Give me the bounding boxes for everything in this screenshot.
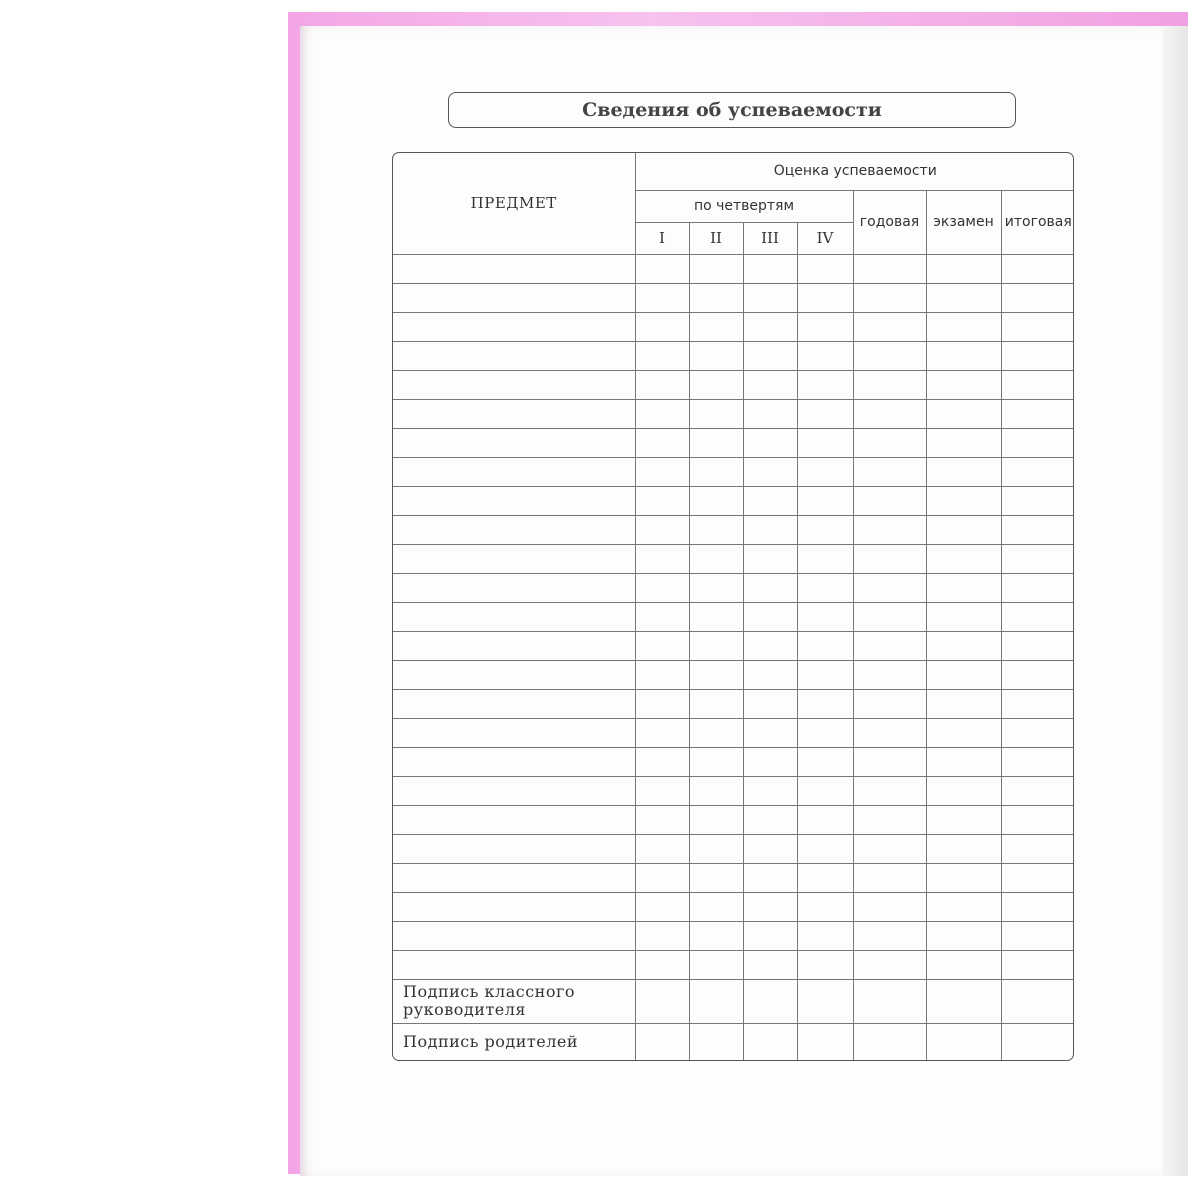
table-row (393, 486, 1074, 515)
quarter-2-cell[interactable] (689, 776, 743, 805)
grades-header: Оценка успеваемости (635, 153, 1074, 190)
quarter-2-cell[interactable] (689, 602, 743, 631)
signature-cell[interactable] (635, 979, 689, 1023)
exam-cell[interactable] (926, 660, 1001, 689)
final-cell[interactable] (1001, 834, 1074, 863)
quarter-3-cell[interactable] (743, 428, 797, 457)
signature-cell[interactable] (743, 1023, 797, 1061)
table-row (393, 254, 1074, 283)
signature-cell[interactable] (797, 979, 853, 1023)
exam-cell[interactable] (926, 834, 1001, 863)
table-row (393, 747, 1074, 776)
subject-cell[interactable] (393, 660, 635, 689)
annual-cell[interactable] (853, 892, 926, 921)
page-title-text: Сведения об успеваемости (582, 99, 882, 121)
table-row (393, 370, 1074, 399)
quarter-1-cell[interactable] (635, 921, 689, 950)
signature-teacher-label: Подпись классного руководителя (393, 979, 635, 1023)
quarter-1-cell[interactable] (635, 370, 689, 399)
quarter-2-cell[interactable] (689, 892, 743, 921)
signature-cell[interactable] (1001, 1023, 1074, 1061)
subject-cell[interactable] (393, 718, 635, 747)
signature-cell[interactable] (926, 1023, 1001, 1061)
annual-cell[interactable] (853, 660, 926, 689)
table-row (393, 312, 1074, 341)
exam-cell[interactable] (926, 573, 1001, 602)
table-row (393, 805, 1074, 834)
table-row (393, 863, 1074, 892)
final-cell[interactable] (1001, 631, 1074, 660)
quarter-3-cell[interactable] (743, 312, 797, 341)
quarter-1-cell[interactable] (635, 660, 689, 689)
annual-cell[interactable] (853, 254, 926, 283)
annual-cell[interactable] (853, 486, 926, 515)
subject-cell[interactable] (393, 805, 635, 834)
annual-cell[interactable] (853, 341, 926, 370)
table-row (393, 283, 1074, 312)
quarter-1-cell[interactable] (635, 486, 689, 515)
quarter-3-cell[interactable] (743, 515, 797, 544)
exam-cell[interactable] (926, 428, 1001, 457)
annual-cell[interactable] (853, 515, 926, 544)
annual-cell[interactable] (853, 631, 926, 660)
quarter-1-cell[interactable] (635, 718, 689, 747)
subject-cell[interactable] (393, 602, 635, 631)
quarter-1-cell[interactable] (635, 254, 689, 283)
quarter-1-cell[interactable] (635, 689, 689, 718)
table-row (393, 921, 1074, 950)
quarter-4-cell[interactable] (797, 689, 853, 718)
quarter-1-cell[interactable] (635, 834, 689, 863)
subject-cell[interactable] (393, 892, 635, 921)
subject-cell[interactable] (393, 370, 635, 399)
quarter-3-cell[interactable] (743, 544, 797, 573)
table-row (393, 602, 1074, 631)
quarter-3-cell[interactable] (743, 776, 797, 805)
exam-cell[interactable] (926, 486, 1001, 515)
final-cell[interactable] (1001, 486, 1074, 515)
quarter-3-cell[interactable] (743, 747, 797, 776)
subject-cell[interactable] (393, 834, 635, 863)
subject-column-header: ПРЕДМЕТ (393, 153, 635, 254)
quarter-2-cell[interactable] (689, 689, 743, 718)
subject-cell[interactable] (393, 776, 635, 805)
quarters-header: по четвертям (635, 190, 853, 222)
quarter-4-cell[interactable] (797, 747, 853, 776)
exam-cell[interactable] (926, 631, 1001, 660)
quarter-4-cell[interactable] (797, 428, 853, 457)
subject-cell[interactable] (393, 457, 635, 486)
signature-cell[interactable] (743, 979, 797, 1023)
quarter-4-cell[interactable] (797, 834, 853, 863)
quarter-3-cell[interactable] (743, 602, 797, 631)
quarter-3-cell[interactable] (743, 863, 797, 892)
quarter-2-cell[interactable] (689, 747, 743, 776)
table-row (393, 892, 1074, 921)
signature-teacher-row (393, 979, 1074, 1023)
annual-cell[interactable] (853, 312, 926, 341)
signature-cell[interactable] (926, 979, 1001, 1023)
quarter-2-cell[interactable] (689, 950, 743, 979)
quarter-2-cell[interactable] (689, 660, 743, 689)
table-row (393, 457, 1074, 486)
quarter-4-header: IV (797, 222, 853, 254)
final-cell[interactable] (1001, 283, 1074, 312)
exam-cell[interactable] (926, 312, 1001, 341)
quarter-3-cell[interactable] (743, 370, 797, 399)
grades-table (392, 152, 1074, 1061)
quarter-3-cell[interactable] (743, 486, 797, 515)
table-row (393, 718, 1074, 747)
final-cell[interactable] (1001, 573, 1074, 602)
annual-cell[interactable] (853, 370, 926, 399)
exam-cell[interactable] (926, 921, 1001, 950)
quarter-3-cell[interactable] (743, 283, 797, 312)
final-column-header: итоговая (1001, 190, 1074, 254)
final-cell[interactable] (1001, 805, 1074, 834)
subject-cell[interactable] (393, 863, 635, 892)
quarter-1-cell[interactable] (635, 283, 689, 312)
quarter-1-cell[interactable] (635, 631, 689, 660)
quarter-1-cell[interactable] (635, 312, 689, 341)
quarter-3-cell[interactable] (743, 660, 797, 689)
exam-cell[interactable] (926, 892, 1001, 921)
quarter-1-cell[interactable] (635, 544, 689, 573)
quarter-1-cell[interactable] (635, 428, 689, 457)
quarter-4-cell[interactable] (797, 921, 853, 950)
quarter-2-cell[interactable] (689, 370, 743, 399)
quarter-2-cell[interactable] (689, 863, 743, 892)
table-row (393, 950, 1074, 979)
quarter-1-cell[interactable] (635, 863, 689, 892)
exam-cell[interactable] (926, 341, 1001, 370)
quarter-1-cell[interactable] (635, 805, 689, 834)
grade-rows (393, 254, 1074, 1061)
quarter-4-cell[interactable] (797, 312, 853, 341)
quarter-1-cell[interactable] (635, 950, 689, 979)
quarter-2-cell[interactable] (689, 457, 743, 486)
subject-cell[interactable] (393, 950, 635, 979)
quarter-4-cell[interactable] (797, 950, 853, 979)
final-cell[interactable] (1001, 457, 1074, 486)
signature-cell[interactable] (689, 979, 743, 1023)
quarter-2-cell[interactable] (689, 341, 743, 370)
quarter-4-cell[interactable] (797, 254, 853, 283)
final-cell[interactable] (1001, 718, 1074, 747)
exam-cell[interactable] (926, 747, 1001, 776)
annual-column-header: годовая (853, 190, 926, 254)
quarter-2-cell[interactable] (689, 834, 743, 863)
quarter-3-cell[interactable] (743, 399, 797, 428)
quarter-1-cell[interactable] (635, 747, 689, 776)
exam-cell[interactable] (926, 950, 1001, 979)
quarter-3-cell[interactable] (743, 341, 797, 370)
exam-cell[interactable] (926, 399, 1001, 428)
annual-cell[interactable] (853, 544, 926, 573)
quarter-4-cell[interactable] (797, 805, 853, 834)
table-row (393, 544, 1074, 573)
page-title (448, 92, 1016, 128)
quarter-4-cell[interactable] (797, 370, 853, 399)
subject-cell[interactable] (393, 544, 635, 573)
table-row (393, 428, 1074, 457)
quarter-2-cell[interactable] (689, 805, 743, 834)
final-cell[interactable] (1001, 515, 1074, 544)
final-cell[interactable] (1001, 399, 1074, 428)
quarter-2-cell[interactable] (689, 428, 743, 457)
quarter-1-cell[interactable] (635, 341, 689, 370)
quarter-4-cell[interactable] (797, 544, 853, 573)
quarter-4-cell[interactable] (797, 863, 853, 892)
exam-cell[interactable] (926, 805, 1001, 834)
quarter-2-cell[interactable] (689, 573, 743, 602)
quarter-2-cell[interactable] (689, 486, 743, 515)
final-cell[interactable] (1001, 341, 1074, 370)
subject-cell[interactable] (393, 283, 635, 312)
subject-cell[interactable] (393, 515, 635, 544)
subject-cell[interactable] (393, 254, 635, 283)
table-row (393, 689, 1074, 718)
final-cell[interactable] (1001, 602, 1074, 631)
subject-cell[interactable] (393, 747, 635, 776)
signature-cell[interactable] (635, 1023, 689, 1061)
quarter-2-cell[interactable] (689, 283, 743, 312)
annual-cell[interactable] (853, 805, 926, 834)
signature-cell[interactable] (853, 979, 926, 1023)
quarter-1-cell[interactable] (635, 515, 689, 544)
subject-cell[interactable] (393, 428, 635, 457)
annual-cell[interactable] (853, 689, 926, 718)
subject-cell[interactable] (393, 573, 635, 602)
annual-cell[interactable] (853, 428, 926, 457)
table-row (393, 573, 1074, 602)
table-row (393, 776, 1074, 805)
quarter-3-cell[interactable] (743, 631, 797, 660)
exam-cell[interactable] (926, 544, 1001, 573)
table-row (393, 834, 1074, 863)
subject-cell[interactable] (393, 689, 635, 718)
annual-cell[interactable] (853, 457, 926, 486)
quarter-4-cell[interactable] (797, 341, 853, 370)
quarter-3-cell[interactable] (743, 689, 797, 718)
page-stack-edge (1162, 26, 1188, 1176)
annual-cell[interactable] (853, 602, 926, 631)
annual-cell[interactable] (853, 776, 926, 805)
final-cell[interactable] (1001, 776, 1074, 805)
quarter-3-header: III (743, 222, 797, 254)
subject-cell[interactable] (393, 399, 635, 428)
final-cell[interactable] (1001, 689, 1074, 718)
table-row (393, 341, 1074, 370)
quarter-3-cell[interactable] (743, 950, 797, 979)
signature-cell[interactable] (853, 1023, 926, 1061)
exam-cell[interactable] (926, 457, 1001, 486)
signature-cell[interactable] (1001, 979, 1074, 1023)
subject-cell[interactable] (393, 631, 635, 660)
quarter-2-header: II (689, 222, 743, 254)
quarter-3-cell[interactable] (743, 834, 797, 863)
subject-cell[interactable] (393, 312, 635, 341)
quarter-2-cell[interactable] (689, 399, 743, 428)
exam-cell[interactable] (926, 776, 1001, 805)
final-cell[interactable] (1001, 544, 1074, 573)
quarter-3-cell[interactable] (743, 892, 797, 921)
table-row (393, 399, 1074, 428)
quarter-1-cell[interactable] (635, 457, 689, 486)
annual-cell[interactable] (853, 834, 926, 863)
exam-column-header: экзамен (926, 190, 1001, 254)
table-row (393, 660, 1074, 689)
exam-cell[interactable] (926, 515, 1001, 544)
quarter-4-cell[interactable] (797, 776, 853, 805)
quarter-1-cell[interactable] (635, 892, 689, 921)
exam-cell[interactable] (926, 254, 1001, 283)
subject-cell[interactable] (393, 921, 635, 950)
quarter-4-cell[interactable] (797, 718, 853, 747)
quarter-4-cell[interactable] (797, 573, 853, 602)
signature-parents-row (393, 1023, 1074, 1061)
quarter-3-cell[interactable] (743, 718, 797, 747)
signature-cell[interactable] (689, 1023, 743, 1061)
table-row (393, 631, 1074, 660)
quarter-2-cell[interactable] (689, 312, 743, 341)
quarter-3-cell[interactable] (743, 805, 797, 834)
exam-cell[interactable] (926, 370, 1001, 399)
quarter-1-header: I (635, 222, 689, 254)
quarter-1-cell[interactable] (635, 399, 689, 428)
quarter-1-cell[interactable] (635, 776, 689, 805)
annual-cell[interactable] (853, 283, 926, 312)
final-cell[interactable] (1001, 370, 1074, 399)
final-cell[interactable] (1001, 660, 1074, 689)
final-cell[interactable] (1001, 747, 1074, 776)
annual-cell[interactable] (853, 573, 926, 602)
quarter-3-cell[interactable] (743, 254, 797, 283)
annual-cell[interactable] (853, 950, 926, 979)
quarter-4-cell[interactable] (797, 283, 853, 312)
quarter-3-cell[interactable] (743, 921, 797, 950)
quarter-3-cell[interactable] (743, 573, 797, 602)
quarter-4-cell[interactable] (797, 515, 853, 544)
quarter-4-cell[interactable] (797, 892, 853, 921)
quarter-4-cell[interactable] (797, 457, 853, 486)
quarter-2-cell[interactable] (689, 515, 743, 544)
subject-cell[interactable] (393, 486, 635, 515)
quarter-3-cell[interactable] (743, 457, 797, 486)
exam-cell[interactable] (926, 602, 1001, 631)
table-row (393, 515, 1074, 544)
annual-cell[interactable] (853, 718, 926, 747)
quarter-2-cell[interactable] (689, 254, 743, 283)
final-cell[interactable] (1001, 892, 1074, 921)
exam-cell[interactable] (926, 718, 1001, 747)
final-cell[interactable] (1001, 312, 1074, 341)
annual-cell[interactable] (853, 921, 926, 950)
final-cell[interactable] (1001, 921, 1074, 950)
quarter-1-cell[interactable] (635, 573, 689, 602)
quarter-2-cell[interactable] (689, 631, 743, 660)
signature-parents-label: Подпись родителей (393, 1023, 635, 1061)
quarter-2-cell[interactable] (689, 718, 743, 747)
annual-cell[interactable] (853, 747, 926, 776)
quarter-4-cell[interactable] (797, 399, 853, 428)
exam-cell[interactable] (926, 863, 1001, 892)
quarter-4-cell[interactable] (797, 602, 853, 631)
signature-cell[interactable] (797, 1023, 853, 1061)
quarter-1-cell[interactable] (635, 602, 689, 631)
quarter-2-cell[interactable] (689, 921, 743, 950)
annual-cell[interactable] (853, 863, 926, 892)
annual-cell[interactable] (853, 399, 926, 428)
final-cell[interactable] (1001, 950, 1074, 979)
final-cell[interactable] (1001, 863, 1074, 892)
quarter-4-cell[interactable] (797, 486, 853, 515)
exam-cell[interactable] (926, 689, 1001, 718)
final-cell[interactable] (1001, 254, 1074, 283)
quarter-4-cell[interactable] (797, 660, 853, 689)
subject-cell[interactable] (393, 341, 635, 370)
quarter-4-cell[interactable] (797, 631, 853, 660)
exam-cell[interactable] (926, 283, 1001, 312)
final-cell[interactable] (1001, 428, 1074, 457)
quarter-2-cell[interactable] (689, 544, 743, 573)
